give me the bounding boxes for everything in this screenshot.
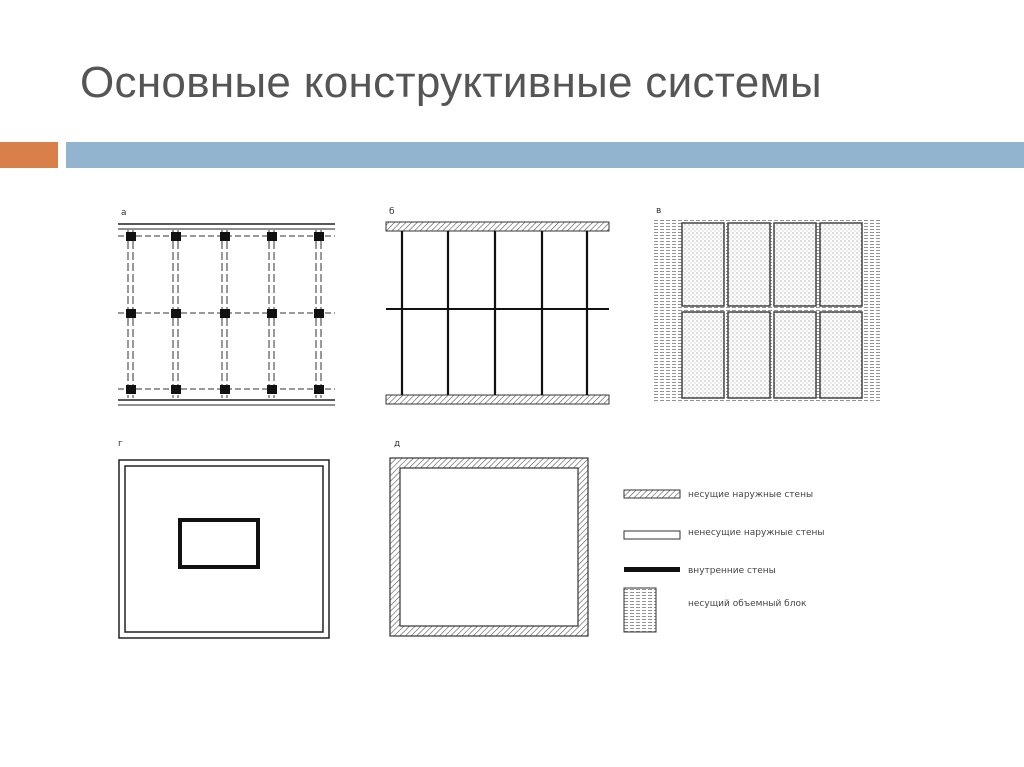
legend-item-non-bearing-outer	[624, 528, 825, 539]
panel-label-g: г	[118, 439, 123, 449]
slide-title: Основные конструктивные системы	[80, 58, 822, 107]
panel-label-v: в	[656, 206, 662, 216]
legend-item-volume-block	[624, 588, 807, 632]
panel-v-block-system	[653, 206, 881, 402]
panel-label-d: д	[394, 439, 401, 449]
panel-g-core-system	[118, 439, 329, 638]
legend-label: несущие наружные стены	[688, 490, 814, 500]
legend-label: ненесущие наружные стены	[688, 528, 825, 538]
legend-label: несущий объемный блок	[688, 599, 807, 609]
panel-label-a: а	[121, 208, 127, 218]
panel-b-crosswall-system	[386, 207, 609, 404]
legend-item-inner-walls	[624, 566, 776, 576]
panel-d-shell-system	[390, 439, 588, 636]
legend-item-bearing-outer	[624, 490, 813, 500]
legend-label: внутренние стены	[688, 566, 776, 576]
panel-a-frame-system	[118, 208, 335, 405]
panel-label-b: б	[389, 207, 395, 217]
legend	[624, 490, 825, 632]
